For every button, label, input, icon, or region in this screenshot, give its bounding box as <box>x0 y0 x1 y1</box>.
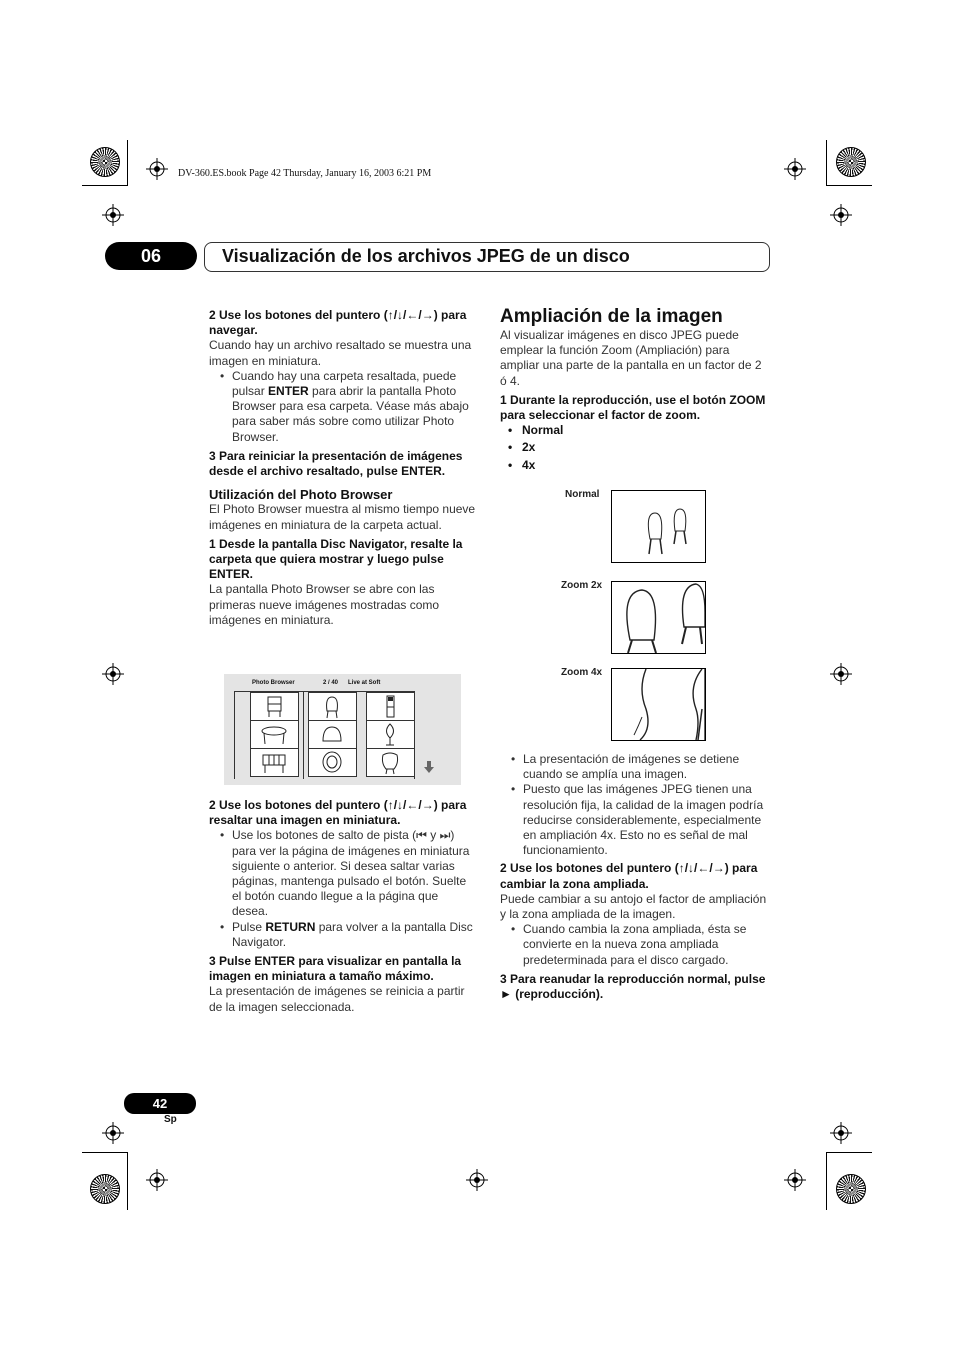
right-column <box>500 306 770 473</box>
body-text: Al visualizar imágenes en disco JPEG puede emplear la función Zoom (Ampliación) para ampliar una parte de la pantalla en un factor de 2 ó 4. <box>500 328 762 388</box>
thumbnail <box>366 748 415 777</box>
registration-target-icon <box>836 1174 866 1204</box>
step-heading: 3 Para reiniciar la presentación de imágenes desde el archivo resaltado, pulse ENTER. <box>209 448 463 479</box>
registration-target-icon <box>836 147 866 177</box>
thumbnail <box>250 692 299 721</box>
body-text: Puede cambiar a su antojo el factor de ampliación y la zona ampliada de la imagen. <box>500 891 767 922</box>
zoom-option: • 2x <box>500 440 770 455</box>
registration-target-icon <box>90 1174 120 1204</box>
crosshair-icon <box>784 158 806 180</box>
step-heading: 3 Pulse ENTER para visualizar en pantalla la imagen en miniatura a tamaño máximo. <box>209 954 462 984</box>
crosshair-icon <box>102 204 124 226</box>
body-text: La presentación de imágenes se reinicia a partir de la imagen seleccionada. <box>209 984 465 1014</box>
zoom-option: • Normal <box>500 423 770 438</box>
page-number: 42 <box>124 1093 196 1114</box>
thumbnail <box>366 692 415 721</box>
crosshair-icon <box>784 1169 806 1191</box>
step-heading: 1 Durante la reproducción, use el botón ZOOM para seleccionar el factor de zoom. <box>500 392 766 423</box>
body-text: El Photo Browser muestra al mismo tiempo nueve imágenes en miniatura de la carpeta actual. <box>209 502 476 532</box>
step-heading: 2 Use los botones del puntero (↑/↓/←/→) para cambiar la zona ampliada. <box>500 861 758 891</box>
file-meta: DV-360.ES.book Page 42 Thursday, January 16, 2003 6:21 PM <box>178 168 432 179</box>
crosshair-icon <box>830 204 852 226</box>
thumbnail <box>366 720 415 749</box>
subsection-heading: Utilización del Photo Browser <box>209 487 393 503</box>
zoom-label: Zoom 2x <box>561 580 603 591</box>
zoom-normal-illustration <box>611 490 706 563</box>
crosshair-icon <box>830 663 852 685</box>
zoom-4x-illustration <box>611 668 706 741</box>
zoom-option: • 4x <box>500 458 770 473</box>
bullet-item: • Puesto que las imágenes JPEG tienen una resolución fija, la calidad de la imagen podría reducirse considerablemente, especialmente en ampliación 4x. Esto no es señal de mal funcionamiento. <box>500 782 770 858</box>
step-heading: 3 Para reanudar la reproducción normal, pulse ► (reproducción). <box>500 971 766 1002</box>
step-heading: 2 Use los botones del puntero (↑/↓/←/→) para navegar. <box>209 308 467 338</box>
bullet-item: • Use los botones de salto de pista (⏮ y ⏭) para ver la página de imágenes en miniatura siguiente o anterior. Si desea saltar varias páginas, mantenga pulsado el botón. Suelte el botón cuando llegue a la página que desea. <box>209 828 477 919</box>
crosshair-icon <box>146 158 168 180</box>
step-heading: 1 Desde la pantalla Disc Navigator, resalte la carpeta que quiera mostrar y luego pulse ENTER. <box>209 536 463 582</box>
bullet-item: • Cuando cambia la zona ampliada, ésta se convierte en la nueva zona ampliada predeterminada para el disco cargado. <box>500 922 770 968</box>
chapter-number: 06 <box>105 242 197 270</box>
thumbnail <box>250 720 299 749</box>
step-heading: 2 Use los botones del puntero (↑/↓/←/→) para resaltar una imagen en miniatura. <box>209 798 467 828</box>
zoom-2x-illustration <box>611 581 706 654</box>
crosshair-icon <box>146 1169 168 1191</box>
bullet-item: • La presentación de imágenes se detiene cuando se amplía una imagen. <box>500 752 770 782</box>
zoom-label: Zoom 4x <box>561 667 603 678</box>
bullet-item: • Pulse RETURN para volver a la pantalla Disc Navigator. <box>209 920 477 950</box>
photo-browser-disc: Live at Soft <box>348 680 381 686</box>
body-text: Cuando hay un archivo resaltado se muestra una imagen en miniatura. <box>209 338 472 368</box>
crosshair-icon <box>102 663 124 685</box>
thumbnail <box>250 748 299 777</box>
left-column-lower <box>209 798 477 1015</box>
thumbnail <box>308 692 357 721</box>
scroll-down-arrow-icon <box>424 761 434 773</box>
crosshair-icon <box>466 1169 488 1191</box>
photo-browser-count: 2 / 40 <box>323 680 339 686</box>
right-column-lower <box>500 752 770 1002</box>
thumbnail <box>308 748 357 777</box>
left-column <box>209 308 477 628</box>
page-language: Sp <box>164 1114 177 1125</box>
registration-target-icon <box>90 147 120 177</box>
chapter-title: Visualización de los archivos JPEG de un disco <box>222 246 630 266</box>
section-heading: Ampliación de la imagen <box>500 306 723 327</box>
zoom-label: Normal <box>565 489 600 500</box>
thumbnail <box>308 720 357 749</box>
body-text: La pantalla Photo Browser se abre con las primeras nueve imágenes mostradas como imágenes en miniatura. <box>209 582 440 627</box>
photo-browser-title: Photo Browser <box>252 680 295 686</box>
crosshair-icon <box>102 1122 124 1144</box>
bullet-item: • Cuando hay una carpeta resaltada, puede pulsar ENTER para abrir la pantalla Photo Browser para esa carpeta. Véase más abajo para saber más sobre como utilizar Photo Browser. <box>209 369 477 445</box>
crosshair-icon <box>830 1122 852 1144</box>
